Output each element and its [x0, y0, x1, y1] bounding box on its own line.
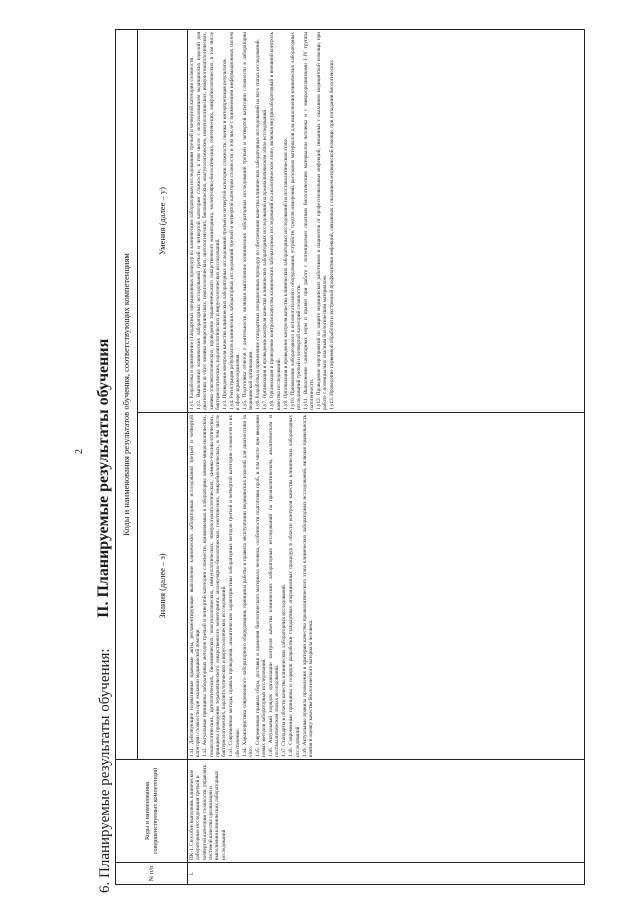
- skill-item: 1.у10. Применение лабораторного и вспомогательного оборудования, устройств, средств измерений, расходных материалов для выполнения клинических лабораторных исследований третьей и четвертой категорий сложности.: [289, 31, 302, 410]
- knowledge-item: 1.з9. Актуальные правила проведения и критерии качества преаналитического этапа клинических лабораторных исследований, включая правильность взятия и оценку качества биологического материала человека.: [301, 415, 314, 757]
- skill-item: 1.у7. Организация и проведение контроля качества клинических лабораторных исследований на преаналитическом этапе исследований.: [262, 108, 269, 410]
- header-knowledge: Знания (далее – з): [138, 413, 188, 760]
- knowledge-item: 1.з2. Актуальные принципы лабораторных методов третьей и четвертой категории сложности, применяемых в лаборатории: химико-микроскопических, гематологических, цитологических, биохимических, коагулологических, иммунологических, иммуногематологических, химико-токсикологических, принципы проведения терапевтического лекарственного мониторинга, молекулярно-биологических, генетических, микробиологических, в том числе бактериологических, паразитологических и вирусологических исследований.: [202, 415, 228, 757]
- skill-item: 1.у4. Регистрация результатов клинических лабораторных исследований третьей и четвертой категории сложности, в том числе с применением информационных систем в сфере здравоохранения.: [228, 31, 242, 410]
- table-row: [188, 29, 585, 884]
- header-skills: Умения (далее – у): [138, 29, 188, 412]
- knowledge-item: 1.з6. Актуальный порядок организации контроля качества клинических лабораторных исследований на преаналитическом, аналитическом и постаналитическом этапах исследований.: [268, 415, 281, 757]
- skill-item: 1.у13. Проведение первичной обработки и экстренной профилактики инфекций, связанных с оказанием медицинской помощи, при попадании биологических: [329, 59, 336, 410]
- table-caption: 6. Планируемые результаты обучения:: [97, 648, 113, 893]
- results-table: [115, 29, 585, 885]
- skill-item: 1.у11. Выполнение санитарных норм и правил при работе с потенциально опасным биологическим материалом человека и с микроорганизмами I-IV группы патогенности.: [302, 31, 316, 410]
- skill-item: 1.у9. Организация и проведение контроля качества клинических лабораторных исследований на постаналитическом этапе.: [282, 137, 289, 410]
- knowledge-item: 1.з5. Современные правила сбора, доставки и хранения биологического материала человека, особенности подготовки проб, в том числе при введении новых методов лабораторных исследований.: [254, 415, 268, 757]
- page-number: 2: [74, 449, 85, 454]
- skill-item: 1.у3. Проведение контроля качества клинических лабораторных исследований третьей и четвертой категории сложности, оценка и интерпретация результатов.: [221, 57, 228, 410]
- results-table-container: [115, 30, 585, 885]
- skill-item: 1.у12. Проведение мероприятий по защите медицинских работников и пациентов от профессиональных инфекций, связанных с оказанием медицинской помощи, при работе с потенциально опасным биологическим материалом.: [316, 31, 329, 410]
- knowledge-item: 1.з7. Стандарты в области качества клинических лабораторных исследований.: [281, 583, 288, 757]
- skills-cell: [188, 29, 585, 412]
- section-title: II. Планируемые результаты обучения: [95, 338, 112, 618]
- skill-item: 1.у8. Организация и проведение контроля качества клинических лабораторных исследований на аналитическом этапе, включая внутрилабораторный и внешний контроль качества исследований.: [269, 31, 282, 410]
- header-results-group: Коды и наименования результатов обучения, соответствующих компетенциям: [116, 29, 138, 759]
- skill-item: 1.у2. Выполнение клинических лабораторных исследований третьей и четвертой категории сложности, в том числе с использованием медицинских изделий для диагностики in vitro: химико-микроскопических, гематологических, цитологических, биохимических, коагулологических, иммунологических, иммуногематологических, химико-токсикологических, проведение терапевтического лекарственного мониторинга, молекулярно-биологических, генетических, микробиологических, в том числе бактериологических, паразитологических и вирусологических исследований.: [195, 31, 221, 410]
- row-number: 1.: [188, 863, 585, 885]
- skill-item: 1.у6. Разработка и применение стандартных операционных процедур по обеспечению качества клинических лабораторных исследований на всех этапах исследований.: [255, 39, 262, 410]
- header-competence-codes: Коды и наименования совершенствуемых компетенций: [116, 760, 188, 863]
- knowledge-cell: [188, 413, 585, 760]
- knowledge-item: 1.з1. Действующие нормативные правовые акты, регламентирующие выполнение клинических лабораторных исследований третьей и четвертой категории сложности при оказании медицинской помощи.: [189, 415, 202, 757]
- skill-item: 1.у5. Подготовка отчетов о деятельности, включая выполнение клинических лабораторных исследований третьей и четвертой категории сложности в лаборатории медицинской организации.: [242, 31, 255, 410]
- skill-item: 1.у1. Разработка и применение стандартных операционных процедур по клиническим лабораторным исследованиям третьей и четвертой категории сложности.: [189, 56, 195, 410]
- header-number: № п/п: [116, 863, 188, 885]
- knowledge-item: 1.з8. Современные принципы и порядок разработки стандартных операционных процедур в области контроля качества клинических лабораторных исследований.: [288, 415, 301, 757]
- knowledge-item: 1.з3. Современные методы, правила проведения, аналитические характеристики лабораторных методов третьей и четвертой категории сложности и их обеспечение.: [228, 415, 241, 757]
- knowledge-item: 1.з4. Характеристика современного лабораторного оборудования, принципы работы и правила эксплуатации медицинских изделий для диагностики in vitro.: [241, 415, 254, 757]
- competence-cell: ПК-1. Способен выполнять клинические лабораторные исследования третьей и четвертой категории сложности, управлять системой качества организации и выполнения клинических лабораторных исследований: [188, 760, 585, 863]
